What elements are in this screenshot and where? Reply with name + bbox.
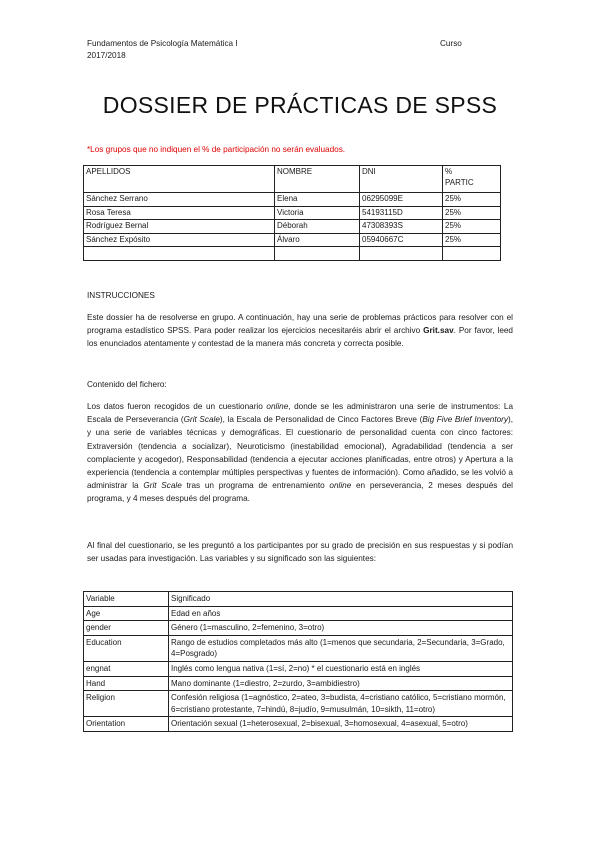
- text-run: Los datos fueron recogidos de un cuestionario: [87, 402, 267, 411]
- cell-dni: 06295099E: [360, 193, 443, 207]
- cell-significado: Inglés como lengua nativa (1=sí, 2=no) * el cuestionario está en inglés: [169, 661, 513, 676]
- cell-variable: Hand: [84, 676, 169, 691]
- instructions-paragraph: [87, 311, 513, 351]
- cell-partic: 25%: [443, 193, 501, 207]
- cell-variable: Religion: [84, 691, 169, 717]
- text-run: Este dossier ha de resolverse en grupo. A continuación, hay una serie de problemas prácticos para resolver con el programa estadístico SPSS. Para poder realizar los ejercicios necesitaréis abrir el archivo: [87, 313, 513, 336]
- italic-term: Big Five Brief Inventory: [422, 415, 508, 425]
- cell-variable: gender: [84, 621, 169, 636]
- header-course: Fundamentos de Psicología Matemática I: [87, 39, 238, 48]
- cell-nombre: Déborah: [275, 220, 360, 234]
- italic-term: Grit Scale: [143, 481, 182, 491]
- cell-partic: 25%: [443, 220, 501, 234]
- cell-significado: Confesión religiosa (1=agnóstico, 2=ateo, 3=budista, 4=cristiano católico, 5=cristiano mormón, 6=cristiano protestante, 7=hindú, 8=judío, 9=musulmán, 10=sikth, 11=otro): [169, 691, 513, 717]
- text-run: tras un programa de entrenamiento: [181, 481, 330, 491]
- instructions-heading: INSTRUCCIONES: [87, 291, 155, 300]
- cell-significado: Orientación sexual (1=heterosexual, 2=bisexual, 3=homosexual, 4=asexual, 5=otro): [169, 717, 513, 732]
- table-row: [84, 635, 513, 661]
- header-cell-partic: [443, 166, 501, 193]
- cell-significado: Rango de estudios completados más alto (1=menos que secundaria, 2=Secundaria, 3=Grado, 4=Posgrado): [169, 635, 513, 661]
- table-row: [84, 676, 513, 691]
- header-label: Curso: [440, 39, 462, 48]
- table-row: [84, 691, 513, 717]
- table-row: [84, 193, 501, 207]
- text-run: en perseverancia, 2 meses después del programa, y 4 meses después del programa.: [87, 481, 513, 504]
- table-row-empty: [84, 247, 501, 261]
- cell-partic: 25%: [443, 233, 501, 247]
- cell-nombre: Elena: [275, 193, 360, 207]
- header-cell-dni: DNI: [360, 166, 443, 193]
- table-row: [84, 220, 501, 234]
- variables-table: [83, 591, 513, 732]
- cell-variable: Education: [84, 635, 169, 661]
- italic-term: Grit Scale: [183, 415, 220, 425]
- table-row: [84, 606, 513, 621]
- italic-term: online: [329, 481, 352, 491]
- header-year: 2017/2018: [87, 51, 126, 60]
- table-header-row: [84, 166, 501, 193]
- data-description-paragraph: [87, 400, 513, 506]
- cell-dni: 05940667C: [360, 233, 443, 247]
- header-cell-apellidos: APELLIDOS: [84, 166, 275, 193]
- table-header-row: [84, 592, 513, 607]
- header-cell-significado: Significado: [169, 592, 513, 607]
- file-content-heading: Contenido del fichero:: [87, 380, 167, 389]
- cell-significado: Edad en años: [169, 606, 513, 621]
- cell-dni: 54193115D: [360, 206, 443, 220]
- cell-apellidos: Rodríguez Bernal: [84, 220, 275, 234]
- variables-intro-paragraph: Al final del cuestionario, se les preguntó a los participantes por su grado de precisión en sus respuestas y si podían ser usadas para investigación. Las variables y su significado son las siguientes:: [87, 541, 513, 564]
- table-row: [84, 206, 501, 220]
- cell-dni: [360, 247, 443, 261]
- text-run: , donde se les administraron una serie de instrumentos: La Escala de Perseverancia (: [87, 402, 514, 425]
- header-cell-variable: Variable: [84, 592, 169, 607]
- cell-variable: Age: [84, 606, 169, 621]
- cell-nombre: Álvaro: [275, 233, 360, 247]
- cell-significado: Género (1=masculino, 2=femenino, 3=otro): [169, 621, 513, 636]
- cell-nombre: Victoria: [275, 206, 360, 220]
- cell-partic: 25%: [443, 206, 501, 220]
- participation-warning: *Los grupos que no indiquen el % de participación no serán evaluados.: [87, 145, 346, 154]
- header-cell-nombre: NOMBRE: [275, 166, 360, 193]
- text-run: ), y una serie de variables técnicas y demográficas. El cuestionario de personalidad cuenta con cinco factores: Extraversión (tendencia a socializar), Neuroticismo (inestabilidad emocional), Agradabilidad (tendencia a ser complaciente y acogedor), Responsabilidad (tendencia a ejecutar acciones planificadas, entre otros) y Apertura a la experiencia (tendencia a contemplar múltiples perspectivas y fuentes de información). Como añadido, se les volvió a administrar la: [87, 415, 514, 491]
- table-row: [84, 661, 513, 676]
- cell-significado: Mano dominante (1=diestro, 2=zurdo, 3=ambidiestro): [169, 676, 513, 691]
- cell-apellidos: Rosa Teresa: [84, 206, 275, 220]
- group-members-table: [83, 165, 501, 261]
- cell-apellidos: Sánchez Expósito: [84, 233, 275, 247]
- italic-term: online: [266, 402, 289, 411]
- page-title: DOSSIER DE PRÁCTICAS DE SPSS: [102, 92, 498, 118]
- cell-apellidos: Sánchez Serrano: [84, 193, 275, 207]
- table-row: [84, 621, 513, 636]
- table-row: [84, 717, 513, 732]
- header-course-block: [87, 38, 238, 62]
- text-run: ), la Escala de Personalidad de Cinco Factores Breve (: [219, 415, 423, 425]
- header-percent: %: [445, 167, 453, 176]
- cell-variable: engnat: [84, 661, 169, 676]
- cell-dni: 47308393S: [360, 220, 443, 234]
- file-name: Grit.sav: [423, 326, 454, 336]
- cell-partic: [443, 247, 501, 261]
- text-run: . Por favor, leed los enunciados atentamente y contestad de la manera más concreta y correcta posible.: [87, 326, 513, 349]
- cell-nombre: [275, 247, 360, 261]
- table-row: [84, 233, 501, 247]
- cell-variable: Orientation: [84, 717, 169, 732]
- header-partic: PARTIC: [445, 178, 474, 187]
- cell-apellidos: [84, 247, 275, 261]
